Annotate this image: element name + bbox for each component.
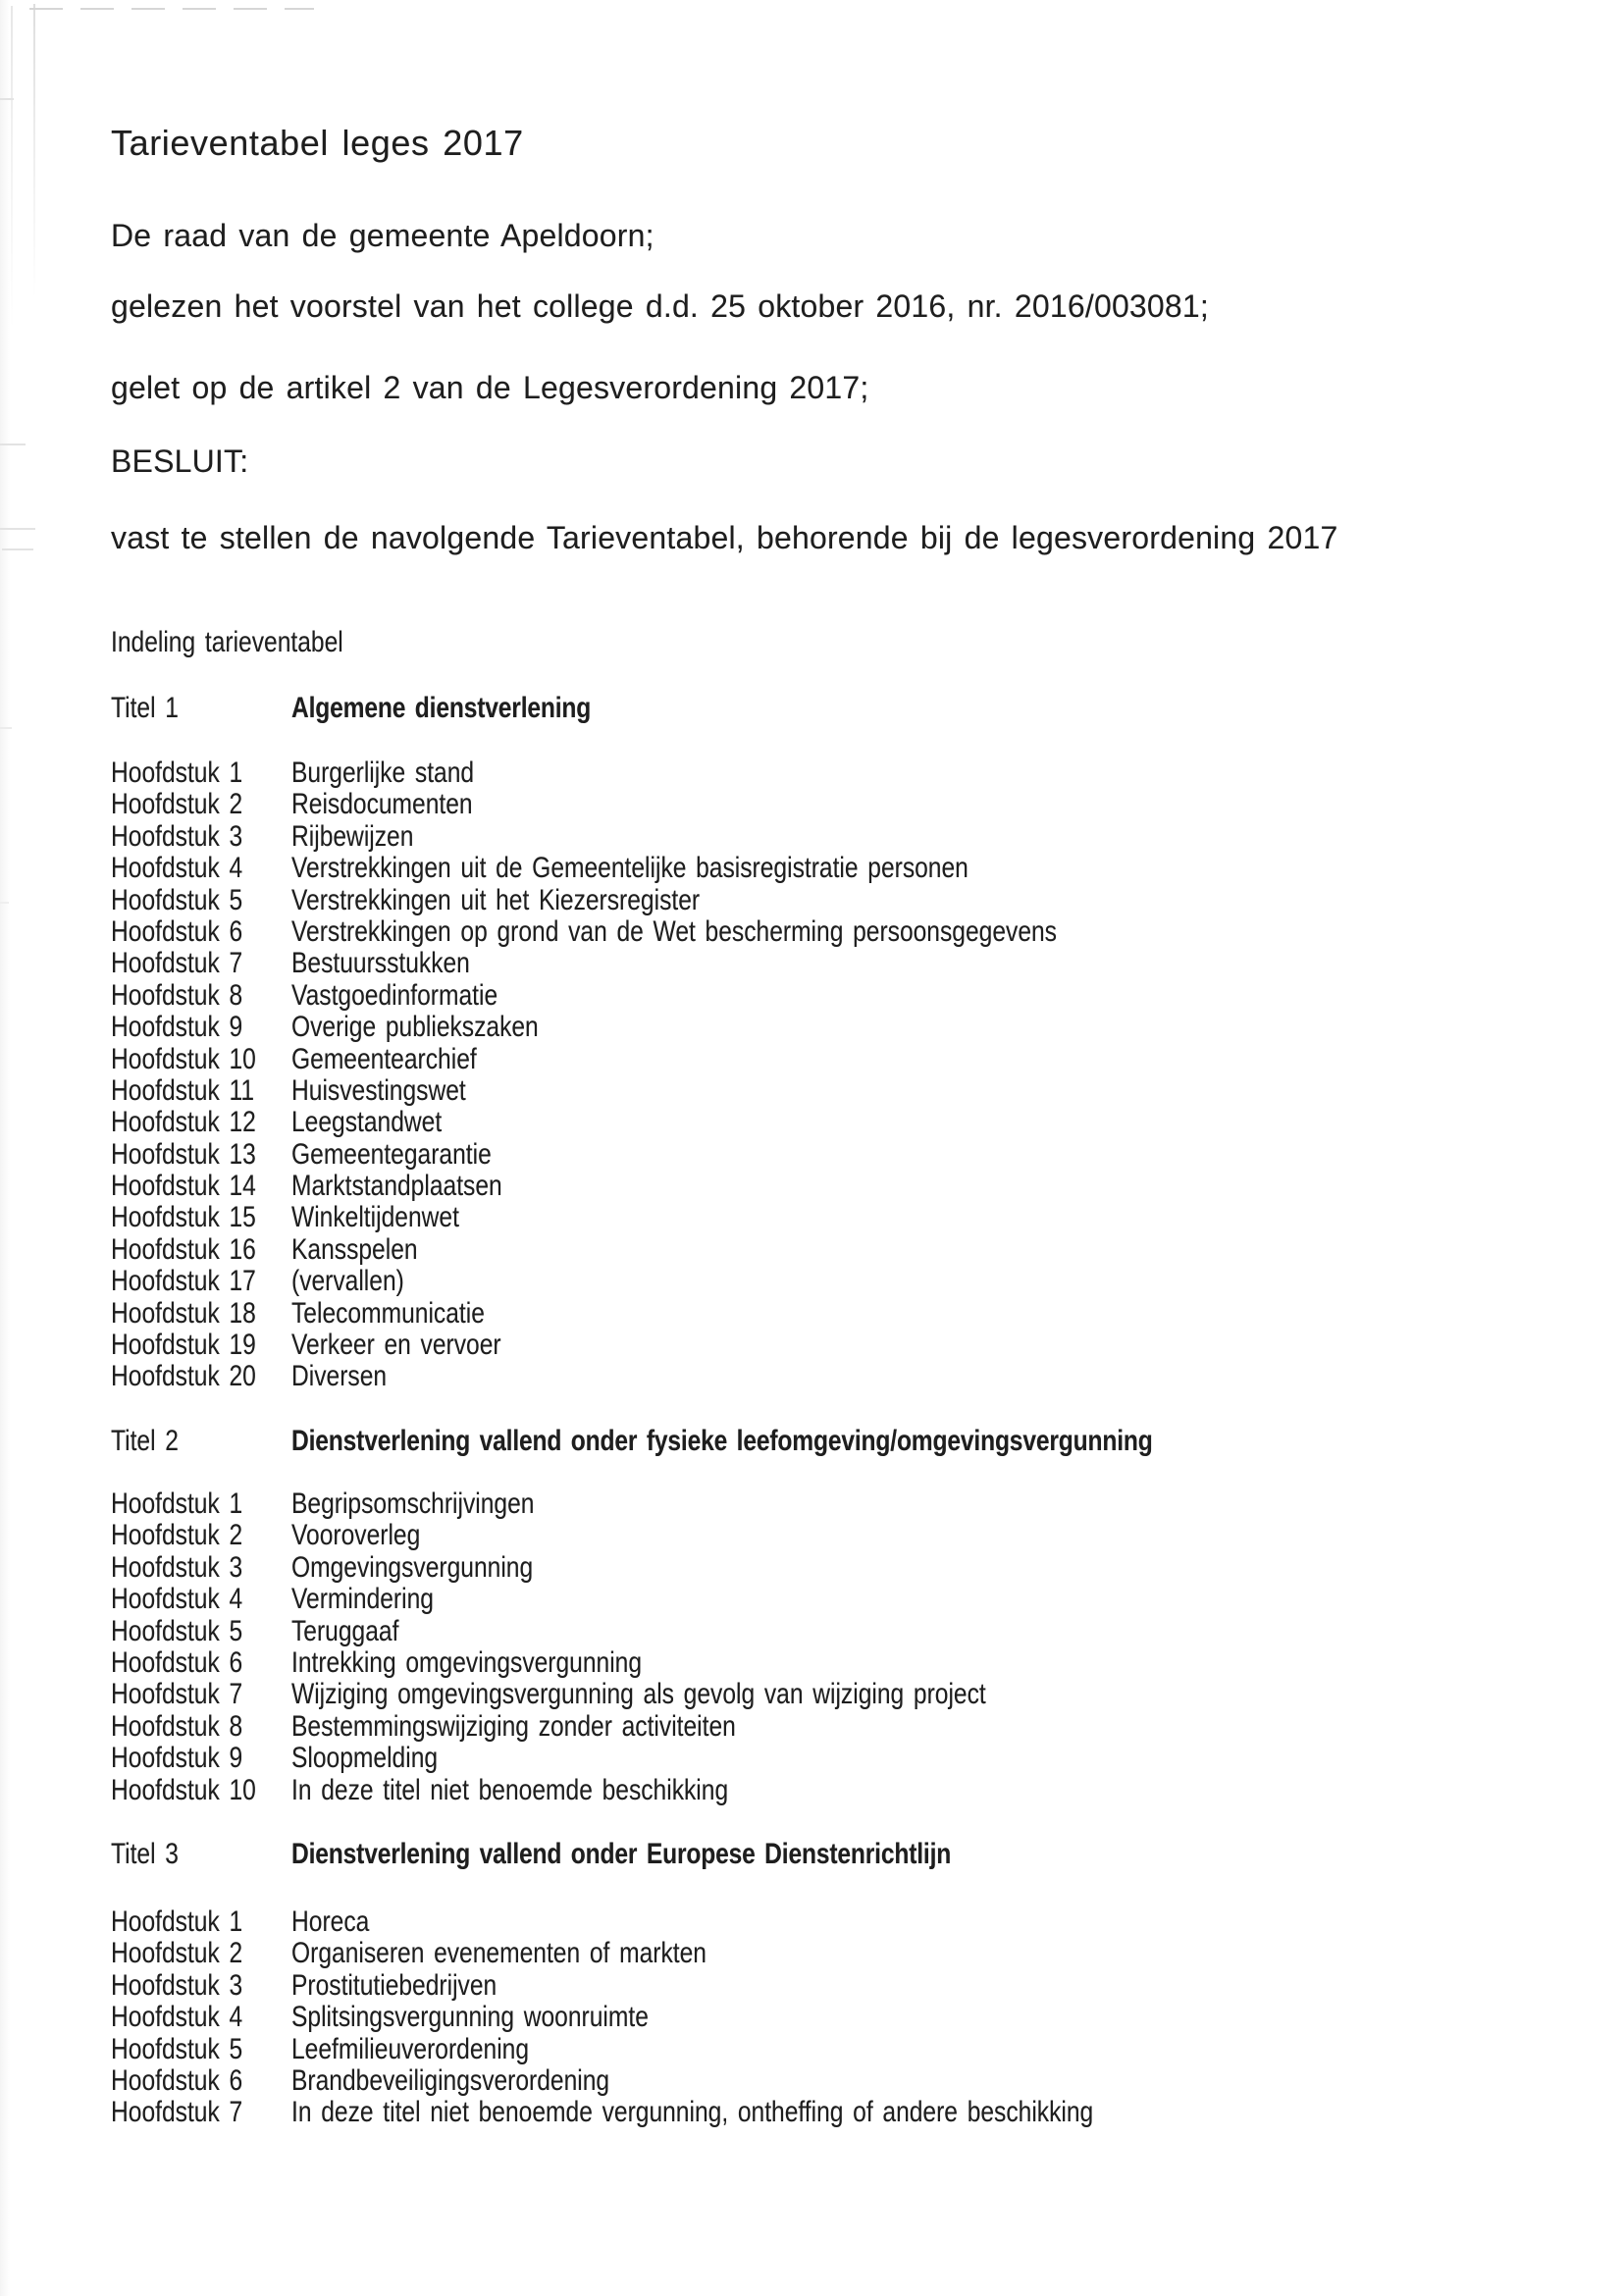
chapter-label xyxy=(111,2097,272,2128)
chapter-row xyxy=(111,1234,1583,1266)
chapter-row xyxy=(111,757,1583,789)
chapter-title xyxy=(291,2065,679,2097)
chapter-title xyxy=(291,757,514,789)
scan-artifact-dash xyxy=(0,444,26,445)
chapter-row xyxy=(111,1552,1583,1584)
chapter-label xyxy=(111,916,272,948)
paragraph-besluit: BESLUIT: xyxy=(111,444,249,479)
scan-artifact-hline xyxy=(29,8,314,10)
chapter-title xyxy=(291,1044,517,1075)
chapter-row xyxy=(111,2065,1583,2097)
chapter-row xyxy=(111,1743,1583,1774)
section-label xyxy=(111,692,193,725)
chapter-title-text: Verstrekkingen uit het Kiezersregister xyxy=(291,883,701,916)
chapter-title-text: Verstrekkingen op grond van de Wet bescherming persoonsgegevens xyxy=(291,914,1057,948)
chapter-label xyxy=(111,885,272,916)
chapter-title xyxy=(291,1775,824,1806)
chapter-title-text: Splitsingsvergunning woonruimte xyxy=(291,2001,649,2034)
chapter-label-text: Hoofdstuk 3 xyxy=(111,1550,243,1584)
chapter-row xyxy=(111,1044,1583,1075)
chapter-label-text: Hoofdstuk 4 xyxy=(111,1583,243,1616)
paragraph-vaststellen: vast te stellen de navolgende Tarieventabel, behorende bij de legesverordening 2017 xyxy=(111,520,1338,555)
chapter-label-text: Hoofdstuk 9 xyxy=(111,1742,243,1775)
chapter-title xyxy=(291,1266,429,1297)
chapter-title-text: In deze titel niet benoemde vergunning, ontheffing of andere beschikking xyxy=(291,2096,1094,2129)
chapter-title xyxy=(291,789,512,820)
chapter-label-text: Hoofdstuk 2 xyxy=(111,1937,243,1970)
chapter-row xyxy=(111,1171,1583,1202)
chapter-label xyxy=(111,1938,272,1969)
chapter-label xyxy=(111,821,272,853)
chapter-title-text: Verkeer en vervoer xyxy=(291,1329,501,1362)
chapter-title-text: Wijziging omgevingsvergunning als gevolg van wijziging project xyxy=(291,1678,986,1711)
section-label xyxy=(111,1838,193,1871)
chapter-label-text: Hoofdstuk 3 xyxy=(111,819,243,853)
chapter-title xyxy=(291,2002,727,2033)
chapter-title-text: Leefmilieuverordening xyxy=(291,2032,530,2065)
chapter-label xyxy=(111,1906,272,1938)
chapter-title-text: Verstrekkingen uit de Gemeentelijke basisregistratie personen xyxy=(291,852,969,885)
chapter-title xyxy=(291,1679,1138,1710)
chapter-title xyxy=(291,1361,407,1392)
chapter-title-text: In deze titel niet benoemde beschikking xyxy=(291,1773,729,1806)
chapter-label-text: Hoofdstuk 11 xyxy=(111,1073,255,1107)
chapter-title xyxy=(291,1970,542,2002)
chapter-title-text: Brandbeveiligingsverordening xyxy=(291,2063,610,2097)
chapter-label xyxy=(111,1584,272,1615)
section-label-text: Titel 2 xyxy=(111,1425,179,1457)
chapter-label-text: Hoofdstuk 4 xyxy=(111,852,243,885)
chapter-title-text: Leegstandwet xyxy=(291,1106,443,1139)
chapter-title xyxy=(291,1330,547,1361)
chapter-label xyxy=(111,1743,272,1774)
chapter-row xyxy=(111,980,1583,1012)
chapter-row xyxy=(111,1647,1583,1679)
chapter-title xyxy=(291,853,1117,884)
chapter-title-text: Intrekking omgevingsvergunning xyxy=(291,1645,643,1679)
chapter-label xyxy=(111,1139,288,1171)
paragraph-raad: De raad van de gemeente Apeldoorn; xyxy=(111,218,654,253)
chapter-label xyxy=(111,853,272,884)
chapter-label-text: Hoofdstuk 8 xyxy=(111,978,243,1012)
chapter-label-text: Hoofdstuk 6 xyxy=(111,2063,243,2097)
chapter-title xyxy=(291,1107,475,1138)
chapter-label-text: Hoofdstuk 5 xyxy=(111,883,243,916)
chapter-row xyxy=(111,2097,1583,2128)
chapter-title-text: Bestemmingswijziging zonder activiteiten xyxy=(291,1709,736,1743)
section-title xyxy=(291,692,656,725)
chapter-row xyxy=(111,885,1583,916)
chapter-title xyxy=(291,1202,496,1233)
chapter-label xyxy=(111,1044,288,1075)
chapter-row xyxy=(111,1711,1583,1743)
chapter-title-text: Huisvestingswet xyxy=(291,1073,466,1107)
scan-artifact-dash xyxy=(0,902,9,904)
chapter-title-text: Gemeentearchief xyxy=(291,1042,477,1075)
chapter-title-text: Organiseren evenementen of markten xyxy=(291,1937,707,1970)
scan-artifact-vline xyxy=(11,6,13,330)
chapter-label-text: Hoofdstuk 10 xyxy=(111,1773,256,1806)
chapter-label-text: Hoofdstuk 2 xyxy=(111,788,243,821)
chapter-label xyxy=(111,1775,288,1806)
chapter-title xyxy=(291,1906,387,1938)
chapter-label-text: Hoofdstuk 3 xyxy=(111,1968,243,2002)
chapter-label-text: Hoofdstuk 9 xyxy=(111,1011,243,1044)
chapter-label xyxy=(111,1679,272,1710)
chapter-row xyxy=(111,1202,1583,1233)
chapter-list xyxy=(111,1906,1583,2129)
chapter-title-text: Vooroverleg xyxy=(291,1519,421,1552)
chapter-row xyxy=(111,1488,1583,1520)
chapter-title-text: Sloopmelding xyxy=(291,1742,439,1775)
chapter-title-text: Teruggaaf xyxy=(291,1614,399,1647)
chapter-row xyxy=(111,1075,1583,1107)
chapter-label xyxy=(111,1488,272,1520)
chapter-label-text: Hoofdstuk 2 xyxy=(111,1519,243,1552)
chapter-title xyxy=(291,1743,470,1774)
chapter-label-text: Hoofdstuk 19 xyxy=(111,1329,256,1362)
chapter-title-text: Gemeentegarantie xyxy=(291,1137,492,1171)
chapter-label xyxy=(111,1647,272,1679)
chapter-row xyxy=(111,2034,1583,2065)
chapter-label xyxy=(111,1711,272,1743)
chapter-title xyxy=(291,1012,593,1043)
chapter-label xyxy=(111,1330,288,1361)
section-label xyxy=(111,1425,193,1458)
chapter-label-text: Hoofdstuk 20 xyxy=(111,1360,256,1393)
section-title-text: Dienstverlening vallend onder Europese Dienstenrichtlijn xyxy=(291,1838,952,1870)
chapter-row xyxy=(111,916,1583,948)
document-title: Tarieventabel leges 2017 xyxy=(111,123,524,163)
chapter-title xyxy=(291,1552,586,1584)
chapter-label-text: Hoofdstuk 12 xyxy=(111,1106,256,1139)
scan-artifact-dash xyxy=(0,727,12,729)
chapter-title-text: Prostitutiebedrijven xyxy=(291,1968,497,2002)
scan-artifact-dash xyxy=(0,98,14,100)
chapter-title-text: Horeca xyxy=(291,1905,370,1938)
chapter-label xyxy=(111,1970,272,2002)
paragraph-gelezen: gelezen het voorstel van het college d.d. 25 oktober 2016, nr. 2016/003081; xyxy=(111,288,1210,324)
scan-artifact-dash xyxy=(2,548,33,550)
chapter-row xyxy=(111,821,1583,853)
chapter-row xyxy=(111,1775,1583,1806)
chapter-title xyxy=(291,1647,718,1679)
chapter-row xyxy=(111,853,1583,884)
chapter-label-text: Hoofdstuk 1 xyxy=(111,757,243,789)
scan-artifact-vline xyxy=(33,4,35,298)
chapter-label-text: Hoofdstuk 18 xyxy=(111,1296,256,1330)
chapter-title-text: Kansspelen xyxy=(291,1232,418,1266)
chapter-title-text: Vermindering xyxy=(291,1583,434,1616)
chapter-label xyxy=(111,1202,288,1233)
chapter-label xyxy=(111,1520,272,1551)
chapter-label-text: Hoofdstuk 6 xyxy=(111,1645,243,1679)
chapter-title-text: Marktstandplaatsen xyxy=(291,1170,502,1203)
chapter-label xyxy=(111,2002,272,2033)
chapter-title-text: Overige publiekszaken xyxy=(291,1011,539,1044)
chapter-row xyxy=(111,1012,1583,1043)
chapter-row xyxy=(111,1906,1583,1938)
chapter-label-text: Hoofdstuk 1 xyxy=(111,1905,243,1938)
chapter-title xyxy=(291,821,441,853)
section-heading-row xyxy=(111,1838,1583,1871)
chapter-label xyxy=(111,1234,288,1266)
chapter-row xyxy=(111,789,1583,820)
section-title xyxy=(291,1838,1096,1871)
chapter-label xyxy=(111,1171,288,1202)
section-heading-row xyxy=(111,692,1583,725)
section-title-text: Algemene dienstverlening xyxy=(291,692,592,724)
chapter-title xyxy=(291,1488,588,1520)
chapter-label xyxy=(111,789,272,820)
chapter-label-text: Hoofdstuk 15 xyxy=(111,1201,256,1234)
chapter-label xyxy=(111,1075,286,1107)
chapter-title-text: Vastgoedinformatie xyxy=(291,978,498,1012)
chapter-title xyxy=(291,980,543,1012)
chapter-label xyxy=(111,2034,272,2065)
chapter-label xyxy=(111,757,272,789)
chapter-title-text: Rijbewijzen xyxy=(291,819,414,853)
chapter-label xyxy=(111,1266,288,1297)
chapter-label-text: Hoofdstuk 14 xyxy=(111,1170,256,1203)
chapter-label-text: Hoofdstuk 1 xyxy=(111,1487,243,1520)
chapter-row xyxy=(111,1298,1583,1330)
chapter-title-text: Winkeltijdenwet xyxy=(291,1201,459,1234)
chapter-title xyxy=(291,1520,448,1551)
chapter-title-text: Omgevingsvergunning xyxy=(291,1550,534,1584)
chapter-title xyxy=(291,1139,536,1171)
chapter-title xyxy=(291,1584,465,1615)
chapter-row xyxy=(111,1330,1583,1361)
chapter-title-text: Reisdocumenten xyxy=(291,788,473,821)
section-title xyxy=(291,1425,1341,1458)
chapter-row xyxy=(111,1970,1583,2002)
chapter-title xyxy=(291,1616,422,1647)
chapter-label xyxy=(111,1552,272,1584)
chapter-label-text: Hoofdstuk 17 xyxy=(111,1265,256,1298)
chapter-row xyxy=(111,1679,1583,1710)
chapter-title xyxy=(291,948,509,979)
chapter-list xyxy=(111,757,1583,1393)
chapter-label-text: Hoofdstuk 5 xyxy=(111,2032,243,2065)
chapter-label xyxy=(111,1361,288,1392)
chapter-label-text: Hoofdstuk 10 xyxy=(111,1042,256,1075)
chapter-title xyxy=(291,1234,445,1266)
paragraph-gelet: gelet op de artikel 2 van de Legesverordening 2017; xyxy=(111,370,869,405)
chapter-title-text: Telecommunicatie xyxy=(291,1296,485,1330)
chapter-title xyxy=(291,1075,504,1107)
chapter-title-text: Diversen xyxy=(291,1360,388,1393)
chapter-title-text: Begripsomschrijvingen xyxy=(291,1487,535,1520)
section-label-text: Titel 3 xyxy=(111,1838,179,1870)
chapter-label-text: Hoofdstuk 13 xyxy=(111,1137,256,1171)
chapter-label xyxy=(111,1107,288,1138)
chapter-label-text: Hoofdstuk 4 xyxy=(111,2001,243,2034)
chapter-title xyxy=(291,1298,527,1330)
scan-edge-shading xyxy=(0,0,10,2296)
chapter-title xyxy=(291,1711,833,1743)
chapter-label-text: Hoofdstuk 5 xyxy=(111,1614,243,1647)
section-heading-row xyxy=(111,1425,1583,1458)
chapter-title xyxy=(291,2097,1270,2128)
chapter-row xyxy=(111,1139,1583,1171)
chapter-label-text: Hoofdstuk 8 xyxy=(111,1709,243,1743)
chapter-list xyxy=(111,1488,1583,1806)
chapter-title-text: Bestuursstukken xyxy=(291,947,470,980)
chapter-label xyxy=(111,2065,272,2097)
chapter-title xyxy=(291,1171,549,1202)
chapter-label-text: Hoofdstuk 7 xyxy=(111,1678,243,1711)
section-label-text: Titel 1 xyxy=(111,692,179,724)
chapter-row xyxy=(111,1584,1583,1615)
chapter-title xyxy=(291,2034,581,2065)
chapter-label xyxy=(111,948,272,979)
chapter-row xyxy=(111,2002,1583,2033)
section-title-text: Dienstverlening vallend onder fysieke leefomgeving/omgevingsvergunning xyxy=(291,1425,1153,1457)
chapter-label-text: Hoofdstuk 6 xyxy=(111,914,243,948)
chapter-row xyxy=(111,1616,1583,1647)
chapter-label-text: Hoofdstuk 7 xyxy=(111,947,243,980)
chapter-row xyxy=(111,1938,1583,1969)
chapter-title-text: Burgerlijke stand xyxy=(291,757,475,789)
chapter-row xyxy=(111,948,1583,979)
scan-artifact-dash xyxy=(0,528,35,530)
chapter-row xyxy=(111,1520,1583,1551)
chapter-title xyxy=(291,1938,798,1969)
chapter-row xyxy=(111,1107,1583,1138)
chapter-label xyxy=(111,1298,288,1330)
chapter-title-text: (vervallen) xyxy=(291,1265,404,1298)
chapter-row xyxy=(111,1266,1583,1297)
chapter-row xyxy=(111,1361,1583,1392)
chapter-label-text: Hoofdstuk 7 xyxy=(111,2096,243,2129)
chapter-label xyxy=(111,1012,272,1043)
chapter-label xyxy=(111,1616,272,1647)
index-heading xyxy=(111,625,394,659)
chapter-title xyxy=(291,885,789,916)
index-heading-text: Indeling tarieventabel xyxy=(111,626,343,658)
chapter-label-text: Hoofdstuk 16 xyxy=(111,1232,256,1266)
chapter-title xyxy=(291,916,1225,948)
chapter-label xyxy=(111,980,272,1012)
